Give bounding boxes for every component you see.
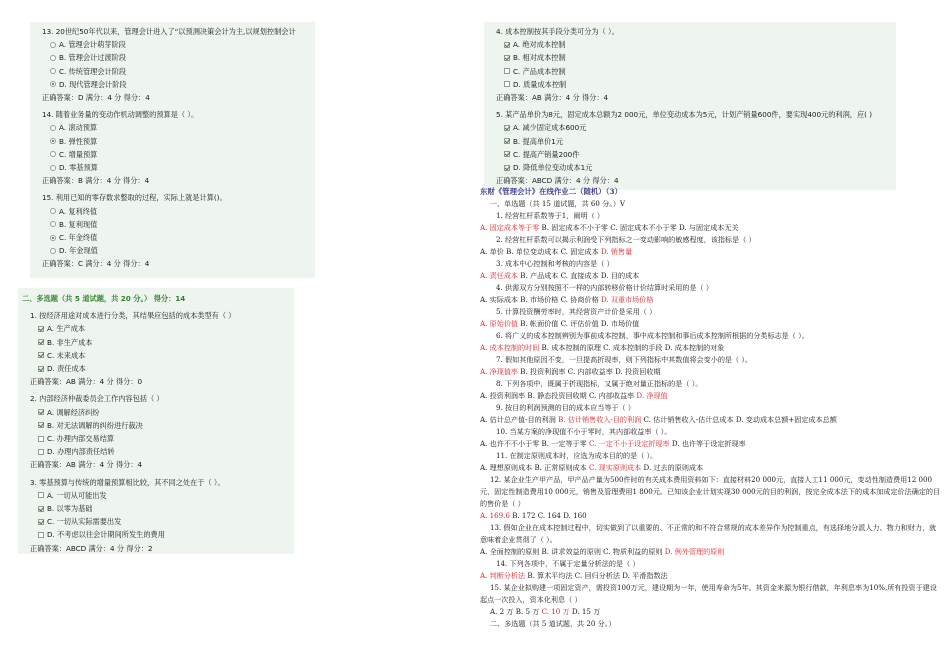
line-text: 一、单选题（共 15 道试题，共 60 分。）V [490,199,626,208]
line-text: 10. 当某方案的净现值不小于零时，其内部收益率（ ）。 [496,427,672,436]
answer-summary: 正确答案：AB 满分：4 分 得分：4 [30,460,143,470]
quiz-panel-single-choice [30,22,315,278]
line-text: 15. 某企业拟购建一项固定资产，需投资100万元，建设期为一年，使用寿命为5年。其资金来源为银行借款，年利息率为10%,所有投资于建设起点一次投入，资本化利息（ ） [480,583,937,604]
checkbox-option[interactable] [484,135,896,148]
line-text: A. 估计总产值-目的利润 [480,415,559,424]
option-label: A. 减少固定成本600元 [513,123,587,133]
correct-answer: C. 一定不小于设定折现率 [589,439,670,448]
correct-answer: D. 净现值 [636,391,668,400]
checkbox-icon[interactable] [38,506,44,512]
radio-option[interactable] [30,78,315,91]
correct-answer: D. 例外管理的原则 [664,547,725,556]
correct-answer: C. 现实原则成本 [589,463,642,472]
document-line [480,462,942,474]
checkbox-icon[interactable] [38,409,44,415]
correct-answer: D. 双重市场价格 [600,295,654,304]
document-line [480,222,942,234]
radio-option[interactable] [30,161,315,174]
document-line [480,306,942,318]
checkbox-option[interactable] [18,489,294,502]
checkbox-option[interactable] [18,445,294,458]
line-text: B. 帐面价值 C. 评估价值 D. 市场价值 [518,319,640,328]
document-line [480,246,942,258]
radio-button-icon[interactable] [50,235,56,241]
correct-answer: A. 责任成本 [480,271,519,280]
option-label: C. 一切从实际需要出发 [47,517,122,527]
correct-answer: A. 净现值率 [480,367,519,376]
document-line [480,258,942,270]
checkbox-icon[interactable] [38,352,44,358]
checkbox-icon[interactable] [38,436,44,442]
line-text: A. 全面控制的原则 B. 讲求效益的原则 C. 物质利益的原则 [480,547,665,556]
radio-option[interactable] [30,51,315,64]
answer-summary: 正确答案：C 满分：4 分 得分：4 [42,259,150,269]
checkbox-icon[interactable] [504,151,510,157]
option-label: C. 产品成本控制 [513,66,566,76]
line-text: B. 172 C. 164 D. 160 [509,511,587,520]
checkbox-option[interactable] [484,161,896,174]
option-label: B. 提高单价1元 [513,136,564,146]
document-line [480,606,942,618]
checkbox-icon[interactable] [504,81,510,87]
question-text: 4. 成本控制按其手段分类可分为（ ）。 [496,27,619,36]
question-text: 2. 内部经济仲裁委员会工作内容包括（ ） [30,394,164,404]
document-line [480,330,942,342]
checkbox-icon[interactable] [38,422,44,428]
document-line [480,570,942,582]
document-line [480,426,942,438]
checkbox-icon[interactable] [38,492,44,498]
document-line [480,402,942,414]
line-text: 13. 假如企业在成本控制过程中，切实做到了以重要的、不正常的和不符合常规的成本差异作为控制重点，有选择地分派人力、物力和财力，就意味着企业贯彻了（ ）。 [480,523,937,544]
radio-button-icon[interactable] [50,221,56,227]
line-text: 12. 某企业生产甲产品，甲产品产量为500件时的有关成本费用资料如下：直接材料20 000元，直接人工11 000元，变动性制造费用12 000元，固定性制造费用10 000元，销售及管理费用1 800元。已知该企业计划实现30 000元的目的利润，按完全成本法下的成本加成定价法确定的目的售价是（ ） [480,475,941,508]
radio-button-icon[interactable] [50,165,56,171]
checkbox-icon[interactable] [504,138,510,144]
option-label: D. 降低单位变动成本1元 [513,163,593,173]
document-line [480,438,942,450]
option-label: D. 质量成本控制 [513,79,567,89]
document-line [480,450,942,462]
answer-summary: 正确答案：ABCD 满分：4 分 得分：2 [30,543,153,553]
question-paragraph [480,522,942,546]
line-text: B. 成本控制的原理 C. 成本控制的手段 D. 成本控制的对象 [539,343,725,352]
radio-option[interactable] [30,135,315,148]
line-text: 9. 按目的利润预测的目的成本应当等于（ ） [496,403,635,412]
radio-button-icon[interactable] [50,81,56,87]
radio-option[interactable] [30,148,315,161]
line-text: 3. 成本中心控制和考核的内容是（ ） [496,259,614,268]
radio-option[interactable] [30,231,315,244]
option-label: C. 办理内部交易结算 [47,434,115,444]
option-label: C. 提高产销量200件 [513,149,580,159]
question-text: 14. 随着业务量的变动作机动调整的预算是（ ）。 [42,110,199,120]
radio-option[interactable] [30,38,315,51]
question-paragraph [480,474,942,510]
checkbox-option[interactable] [484,148,896,161]
checkbox-icon[interactable] [504,165,510,171]
question-text: 13. 20世纪50年代以来，管理会计进入了“以预测决策会计为主,以规划控制会计 [42,27,296,36]
line-text: 4. 供需双方分别按照不一样的内部转移价格计价结算时采用的是（ ） [496,283,713,292]
option-label: C. 增量预算 [59,149,98,159]
checkbox-icon[interactable] [38,366,44,372]
correct-answer: A. 判断分析法 [480,571,526,580]
line-text: 11. 在制定原则成本时，应选为成本目的的是（ ）。 [496,451,658,460]
line-text: 1. 经营杠杆系数等于1，阐明（ ） [496,211,605,220]
quiz-panel-multi-choice [18,288,294,554]
checkbox-option[interactable] [18,406,294,419]
checkbox-option[interactable] [18,515,294,528]
line-text: D. 也许等于设定折现率 [669,439,746,448]
document-line [480,354,942,366]
line-text: 二、多选题（共 5 道试题，共 20 分。） [490,619,616,628]
correct-answer: A. 169.6 [480,511,510,520]
correct-answer: A. 成本控制的时间 [480,343,540,352]
radio-button-icon[interactable] [50,151,56,157]
option-label: A. 调解经济纠纷 [47,407,100,417]
checkbox-option[interactable] [18,349,294,362]
line-text: A. 2 万 B. 5 万 [490,607,542,616]
radio-button-icon[interactable] [50,138,56,144]
correct-answer: C. 10 万 [541,607,570,616]
document-line [480,510,942,522]
line-text: 14. 下列各项中，不属于定量分析法的是（ ） [496,559,640,568]
answer-summary: 正确答案：D 满分：4 分 得分：4 [42,93,150,103]
option-label: C. 未来成本 [47,350,86,360]
radio-button-icon[interactable] [50,208,56,214]
option-label: D. 现代管理会计阶段 [59,79,127,89]
question-paragraph [480,582,942,606]
radio-option[interactable] [30,244,315,257]
document-line [480,546,942,558]
line-text: 8. 下列各项中，既属于折现指标，又属于绝对量正指标的是（ ）。 [496,379,703,388]
line-text: B. 投资利润率 C. 内部收益率 D. 投资回收期 [518,367,661,376]
radio-button-icon[interactable] [50,55,56,61]
document-line [480,210,942,222]
radio-button-icon[interactable] [50,68,56,74]
line-text: A. 理想原则成本 B. 正常原则成本 [480,463,589,472]
checkbox-option[interactable] [484,78,896,91]
option-label: B. 以零为基础 [47,504,93,514]
checkbox-option[interactable] [18,322,294,335]
radio-option[interactable] [30,65,315,78]
question-text: 1. 按经济用途对成本进行分类，其结果应包括的成本类型有（ ） [30,311,236,321]
line-text: D. 15 万 [569,607,601,616]
option-label: A. 滚动预算 [59,123,98,133]
document-line [480,282,942,294]
document-line [480,618,942,630]
line-text: A. 单价 B. 单位变动成本 C. 固定成本 [480,247,601,256]
document-line [480,378,942,390]
checkbox-icon[interactable] [38,326,44,332]
radio-option[interactable] [30,218,315,231]
question-text: 5. 某产品单价为8元，固定成本总额为2 000元，单位变动成本为5元，计划产销量600件，要实现400元的利润，应( ) [496,110,873,120]
checkbox-icon[interactable] [38,339,44,345]
document-line [480,390,942,402]
checkbox-icon[interactable] [504,125,510,131]
checkbox-icon[interactable] [38,519,44,525]
line-text: B. 产品成本 C. 直接成本 D. 目的成本 [518,271,640,280]
checkbox-option[interactable] [18,419,294,432]
correct-answer: D. 销售量 [600,247,633,256]
line-text: D. 过去的原则成本 [641,463,704,472]
line-text: A. 实际成本 B. 市场价格 C. 协商价格 [480,295,601,304]
option-label: B. 管理会计过渡阶段 [59,53,127,63]
document-line [480,294,942,306]
correct-answer: A. 原始价值 [480,319,519,328]
radio-button-icon[interactable] [50,125,56,131]
checkbox-option[interactable] [18,336,294,349]
checkbox-option[interactable] [484,38,896,51]
option-label: D. 办理内部责任结转 [47,447,115,457]
checkbox-icon[interactable] [38,532,44,538]
document-line [480,270,942,282]
document-title: 东财《管理会计》在线作业二（随机）（3） [480,187,622,196]
document-line [480,558,942,570]
option-label: B. 非生产成本 [47,337,93,347]
option-label: B. 弹性预算 [59,136,98,146]
line-text: C. 估计销售收入-估计总成本 D. 变动成本总额+固定成本总额 [641,415,837,424]
option-label: B. 对无法调解的纠纷进行裁决 [47,420,143,430]
option-label: A. 管理会计萌芽阶段 [59,40,126,50]
radio-option[interactable] [30,121,315,134]
checkbox-option[interactable] [484,121,896,134]
option-label: D. 零基预算 [59,163,98,173]
quiz-panel-multi-choice-continued [484,22,896,190]
document-line [480,366,942,378]
option-label: A. 绝对成本控制 [513,40,566,50]
answer-summary: 正确答案：AB 满分：4 分 得分：0 [30,377,143,387]
option-label: D. 年金现值 [59,246,98,256]
option-label: D. 责任成本 [47,364,86,374]
checkbox-option[interactable] [18,362,294,375]
correct-answer: A. 固定成本等于零 [480,223,540,232]
option-label: B. 相对成本控制 [513,53,566,63]
option-label: C. 年金终值 [59,233,98,243]
line-text: B. 算术平均法 C. 回归分析法 D. 平滑指数法 [525,571,668,580]
document-line [480,234,942,246]
checkbox-icon[interactable] [504,55,510,61]
line-text: B. 固定成本不小于零 C. 固定成本不小于零 D. 与固定成本无关 [539,223,739,232]
checkbox-option[interactable] [18,432,294,445]
document-line [480,198,942,210]
radio-option[interactable] [30,205,315,218]
checkbox-option[interactable] [18,528,294,541]
line-text: A. 也许不不小于零 B. 一定等于零 [480,439,589,448]
checkbox-icon[interactable] [504,68,510,74]
line-text: A. 投资利润率 B. 静态投资回收期 C. 内部收益率 [480,391,637,400]
question-text: 3. 零基预算与传统的增量预算相比较，其不同之处在于（ ）。 [30,477,225,487]
option-label: A. 生产成本 [47,324,86,334]
document-line [480,414,942,426]
document-body [480,198,942,630]
checkbox-icon[interactable] [504,42,510,48]
question-text: 15. 利用已知的零存数求整取的过程，实际上就是计算()。 [42,193,227,203]
checkbox-option[interactable] [18,502,294,515]
correct-answer: B. 估计销售收入-目的利润 [558,415,642,424]
option-label: B. 复利现值 [59,219,98,229]
radio-button-icon[interactable] [50,42,56,48]
line-text: 6. 将广义的成本控制辨别为事前成本控制、事中成本控制和事后成本控制所根据的分类标志是（ ）。 [496,331,809,340]
line-text: 7. 假如其他原因不变，一旦提高折现率，则下列指标中其数值将会变小的是（ ）。 [496,355,753,364]
checkbox-option[interactable] [484,51,896,64]
option-label: D. 不考虑以往会计期间所发生的费用 [47,530,165,540]
option-label: A. 复利终值 [59,206,98,216]
line-text: 2. 经营杠杆系数可以揭示利润受下列指标之一变动影响的敏感程度，该指标是（ ） [496,235,756,244]
option-label: A. 一切从可能出发 [47,490,107,500]
section-title: 二、多选题（共 5 道试题，共 20 分。） 得分：14 [22,294,186,303]
radio-button-icon[interactable] [50,248,56,254]
checkbox-option[interactable] [484,65,896,78]
checkbox-icon[interactable] [38,449,44,455]
document-line [480,318,942,330]
homework-document [480,186,942,630]
option-label: C. 传统管理会计阶段 [59,66,127,76]
line-text: 5. 计算投资酬劳率时，其经营资产计价是采用（ ） [496,307,657,316]
answer-summary: 正确答案：ABCD 满分：4 分 得分：4 [496,176,619,186]
answer-summary: 正确答案：B 满分：4 分 得分：4 [42,176,150,186]
answer-summary: 正确答案：AB 满分：4 分 得分：4 [496,93,609,103]
document-line [480,342,942,354]
